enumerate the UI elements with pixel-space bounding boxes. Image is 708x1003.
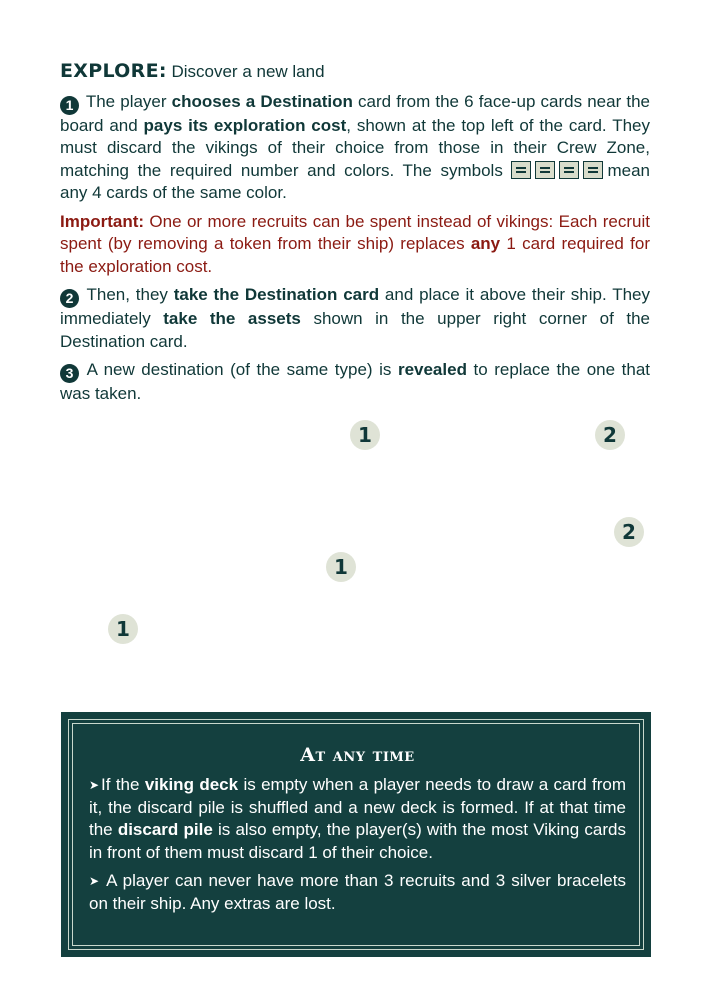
step-1-text: The player [81, 91, 172, 111]
step-1-text: mean any 4 cards of the same color. [60, 160, 650, 202]
box-item-text: A player can never have more than 3 recruits and 3 silver bracelets on their ship. Any extras are lost. [89, 871, 626, 913]
box-item-text: If the [101, 775, 145, 794]
explore-subtitle: Discover a new land [166, 62, 325, 81]
box-item-bold: discard pile [117, 820, 213, 839]
step-3-text: A new destination (of the same type) is [81, 360, 398, 379]
arrow-bullet-icon: ➤ [89, 778, 100, 792]
box-item-bold: viking deck [144, 775, 239, 794]
illustration-marker-2: 2 [595, 420, 625, 450]
step-3-paragraph [60, 359, 650, 406]
step-3-icon: 3 [60, 364, 79, 383]
illustration-marker-2: 2 [614, 517, 644, 547]
step-2-icon: 2 [60, 289, 79, 308]
illustration-marker-1: 1 [326, 552, 356, 582]
step-1-bold: pays its exploration cost [143, 115, 347, 135]
box-item-text: is also empty, the player(s) with the most Viking cards in front of them must discard 1 of their choice. [89, 820, 626, 862]
step-2-bold: take the assets [163, 309, 301, 328]
step-3-text: to replace the one that was taken. [60, 360, 650, 403]
illustration-marker-1: 1 [108, 614, 138, 644]
important-bold: any [470, 234, 501, 253]
step-2-paragraph [60, 284, 650, 353]
step-2-bold: take the Destination card [173, 285, 380, 304]
step-1-icon: 1 [60, 96, 79, 115]
step-1-paragraph [60, 91, 650, 205]
explore-heading [60, 60, 650, 84]
card-symbol-icon [583, 161, 603, 179]
important-text: One or more recruits can be spent instead of vikings: Each recruit spent (by removing a token from their ship) replaces [60, 211, 650, 253]
explore-label: EXPLORE: [60, 60, 167, 82]
at-any-time-box [61, 712, 651, 957]
arrow-bullet-icon: ➤ [89, 874, 100, 888]
important-text: 1 card required for the exploration cost. [60, 234, 650, 276]
step-3-bold: revealed [397, 360, 467, 379]
illustration-marker-1: 1 [350, 420, 380, 450]
important-label: Important: [60, 211, 145, 231]
card-symbol-icon [511, 161, 531, 179]
rules-section [60, 60, 650, 412]
box-item-1 [89, 774, 626, 864]
step-1-text: , shown at the top left of the card. They must discard the vikings of their choice from those in their Crew Zone, matching the required number and colors. The symbols [60, 115, 650, 180]
step-2-text: Then, they [81, 285, 174, 304]
card-symbol-icon [559, 161, 579, 179]
box-item-2 [89, 870, 626, 915]
box-title: At any time [300, 744, 415, 766]
box-item-text: is empty when a player needs to draw a card from it, the discard pile is shuffled and a new deck is formed. If at that time the [89, 775, 626, 839]
step-1-text: card from the 6 face-up cards near the board and [60, 91, 651, 135]
step-2-text: and place it above their ship. They immediately [60, 285, 650, 328]
step-2-text: shown in the upper right corner of the Destination card. [60, 309, 650, 351]
step-1-bold: chooses a Destination [171, 91, 353, 111]
box-frame [68, 719, 644, 950]
card-symbol-icon [535, 161, 555, 179]
important-paragraph [60, 211, 650, 279]
